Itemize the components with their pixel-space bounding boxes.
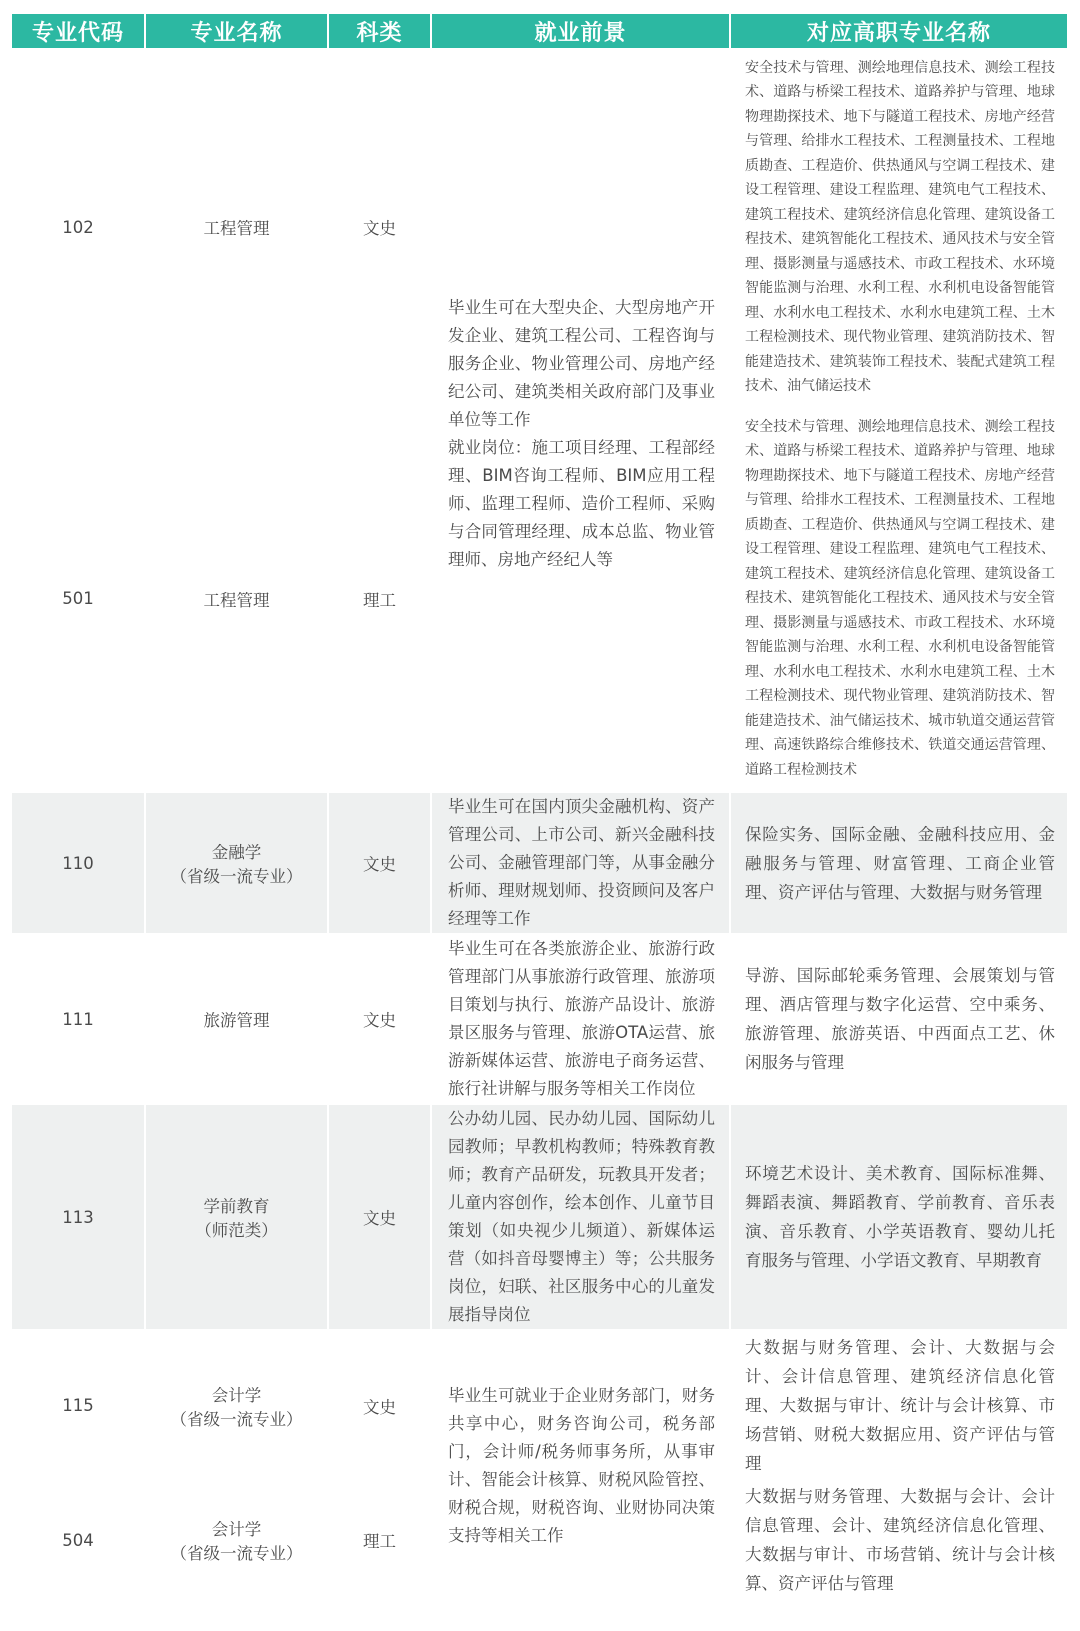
major-name-text: 会计学 <box>211 1520 262 1539</box>
major-name-text: 金融学 <box>211 843 262 862</box>
major-name <box>145 792 328 934</box>
major-name-note: （师范类） <box>195 1221 278 1240</box>
major-name-text: 旅游管理 <box>203 1011 270 1030</box>
prospect-accounting: 毕业生可就业于企业财务部门，财务共享中心，财务咨询公司，税务部门，会计师/税务师事务所，从事审计、智能会计核算、财税风险管控、财税合规，财税咨询、业财协同决策支持等相关工作 <box>431 1330 730 1600</box>
major-name-text: 学前教育 <box>203 1197 270 1216</box>
major-name-text: 会计学 <box>211 1385 262 1405</box>
header-row <box>12 14 1067 48</box>
prospect-text: 毕业生可在大型央企、大型房地产开发企业、建筑工程公司、工程咨询与服务企业、物业管理公司、房地产经纪公司、建筑类相关政府部门及事业单位等工作 就业岗位：施工项目经理、工程部经理、BIM咨询工程师、BIM应用工程师、监理工程师、造价工程师、采购与合同管理经理、成本总监、物业管理师、房地产经纪人等 <box>448 297 715 569</box>
header-code: 专业代码 <box>12 14 145 48</box>
majors-table <box>12 14 1067 1600</box>
major-code: 113 <box>12 1104 145 1330</box>
major-code: 115 <box>12 1330 145 1480</box>
higher-vocational-list: 导游、国际邮轮乘务管理、会展策划与管理、酒店管理与数字化运营、空中乘务、旅游管理、旅游英语、中西面点工艺、休闲服务与管理 <box>730 934 1067 1104</box>
header-higher-vocational: 对应高职专业名称 <box>730 14 1067 48</box>
table-row <box>12 1104 1067 1330</box>
major-category: 理工 <box>328 406 431 792</box>
major-name <box>145 1104 328 1330</box>
major-category: 文史 <box>328 1330 431 1480</box>
higher-vocational-list: 大数据与财务管理、会计、大数据与会计、会计信息管理、建筑经济信息化管理、大数据与审计、统计与会计核算、市场营销、财税大数据应用、资产评估与管理 <box>730 1330 1067 1480</box>
major-name-note: （省级一流专业） <box>170 867 303 886</box>
major-name <box>145 934 328 1104</box>
prospect-engineering <box>431 48 730 792</box>
header-prospect: 就业前景 <box>431 14 730 48</box>
prospect-text: 毕业生可在各类旅游企业、旅游行政管理部门从事旅游行政管理、旅游项目策划与执行、旅游产品设计、旅游景区服务与管理、旅游OTA运营、旅游新媒体运营、旅游电子商务运营、旅行社讲解与服务等相关工作岗位 <box>431 934 730 1104</box>
major-name <box>145 406 328 792</box>
major-category: 文史 <box>328 48 431 406</box>
major-name-note: （省级一流专业） <box>170 1409 303 1429</box>
major-code: 110 <box>12 792 145 934</box>
major-name <box>145 1330 328 1480</box>
table-row <box>12 1330 1067 1480</box>
prospect-text: 公办幼儿园、民办幼儿园、国际幼儿园教师；早教机构教师；特殊教育教师；教育产品研发，玩教具开发者；儿童内容创作，绘本创作、儿童节目策划（如央视少儿频道）、新媒体运营（如抖音母婴博主）等；公共服务岗位，妇联、社区服务中心的儿童发展指导岗位 <box>431 1104 730 1330</box>
table-row <box>12 48 1067 406</box>
major-code: 501 <box>12 406 145 792</box>
major-name <box>145 48 328 406</box>
header-name: 专业名称 <box>145 14 328 48</box>
prospect-text: 毕业生可在国内顶尖金融机构、资产管理公司、上市公司、新兴金融科技公司、金融管理部门等，从事金融分析师、理财规划师、投资顾问及客户经理等工作 <box>431 792 730 934</box>
higher-vocational-list: 安全技术与管理、测绘地理信息技术、测绘工程技术、道路与桥梁工程技术、道路养护与管理、地球物理勘探技术、地下与隧道工程技术、房地产经营与管理、给排水工程技术、工程测量技术、工程地质勘查、工程造价、供热通风与空调工程技术、建设工程管理、建设工程监理、建筑电气工程技术、建筑工程技术、建筑经济信息化管理、建筑设备工程技术、建筑智能化工程技术、通风技术与安全管理、摄影测量与遥感技术、市政工程技术、水环境智能监测与治理、水利工程、水利机电设备智能管理、水利水电工程技术、水利水电建筑工程、土木工程检测技术、现代物业管理、建筑消防技术、智能建造技术、油气储运技术、城市轨道交通运营管理、高速铁路综合维修技术、铁道交通运营管理、道路工程检测技术 <box>730 406 1067 792</box>
major-name-text: 工程管理 <box>203 219 270 238</box>
major-category: 文史 <box>328 1104 431 1330</box>
major-code: 504 <box>12 1480 145 1600</box>
major-code: 102 <box>12 48 145 406</box>
major-category: 理工 <box>328 1480 431 1600</box>
table-row <box>12 934 1067 1104</box>
major-code: 111 <box>12 934 145 1104</box>
higher-vocational-list: 保险实务、国际金融、金融科技应用、金融服务与管理、财富管理、工商企业管理、资产评估与管理、大数据与财务管理 <box>730 792 1067 934</box>
header-category: 科类 <box>328 14 431 48</box>
major-name-text: 工程管理 <box>203 590 270 610</box>
major-name <box>145 1480 328 1600</box>
major-category: 文史 <box>328 934 431 1104</box>
higher-vocational-list: 大数据与财务管理、大数据与会计、会计信息管理、会计、建筑经济信息化管理、大数据与审计、市场营销、统计与会计核算、资产评估与管理 <box>730 1480 1067 1600</box>
higher-vocational-list: 安全技术与管理、测绘地理信息技术、测绘工程技术、道路与桥梁工程技术、道路养护与管理、地球物理勘探技术、地下与隧道工程技术、房地产经营与管理、给排水工程技术、工程测量技术、工程地质勘查、工程造价、供热通风与空调工程技术、建设工程管理、建设工程监理、建筑电气工程技术、建筑工程技术、建筑经济信息化管理、建筑设备工程技术、建筑智能化工程技术、通风技术与安全管理、摄影测量与遥感技术、市政工程技术、水环境智能监测与治理、水利工程、水利机电设备智能管理、水利水电工程技术、水利水电建筑工程、土木工程检测技术、现代物业管理、建筑消防技术、智能建造技术、建筑装饰工程技术、装配式建筑工程技术、油气储运技术 <box>730 48 1067 406</box>
major-name-note: （省级一流专业） <box>170 1544 303 1563</box>
major-category: 文史 <box>328 792 431 934</box>
higher-vocational-list: 环境艺术设计、美术教育、国际标准舞、舞蹈表演、舞蹈教育、学前教育、音乐表演、音乐教育、小学英语教育、婴幼儿托育服务与管理、小学语文教育、早期教育 <box>730 1104 1067 1330</box>
table-row <box>12 792 1067 934</box>
